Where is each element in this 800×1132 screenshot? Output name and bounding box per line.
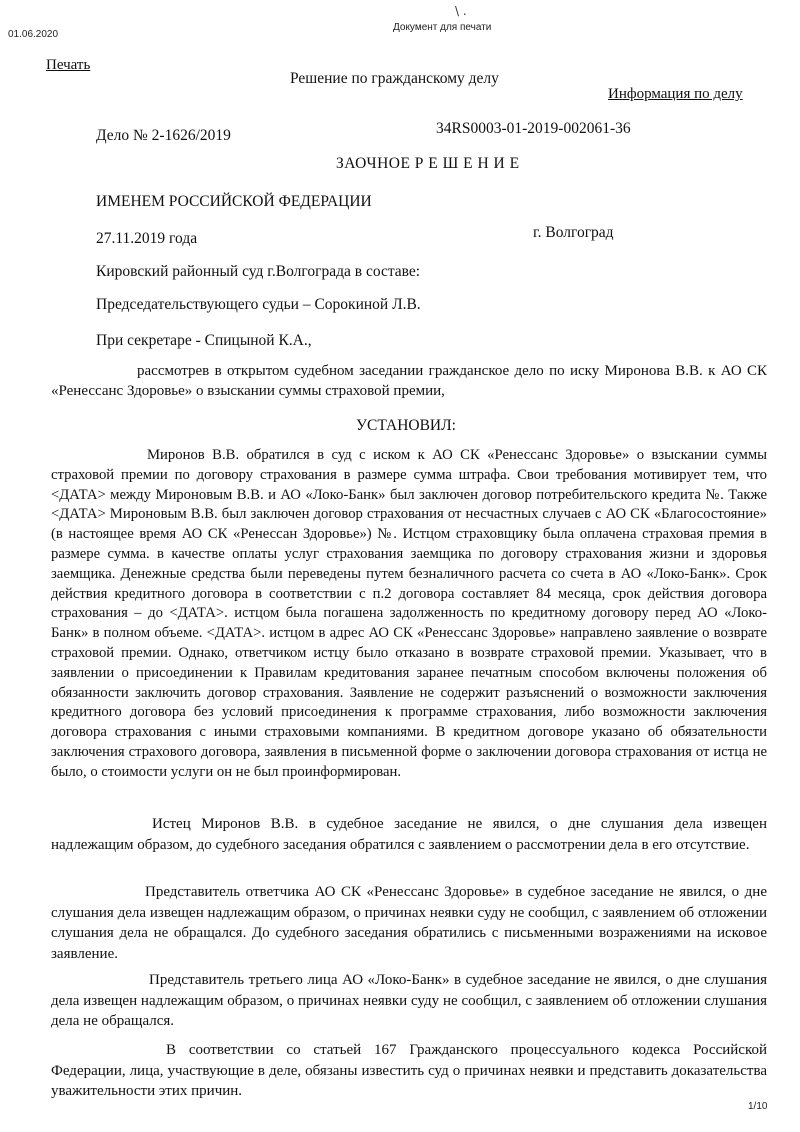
decision-title: ЗАОЧНОЕ Р Е Ш Е Н И Е <box>336 155 520 172</box>
in-name-of-federation: ИМЕНЕМ РОССИЙСКОЙ ФЕДЕРАЦИИ <box>96 193 372 210</box>
secretary-line: При секретаре - Спицыной К.А., <box>96 332 312 349</box>
paragraph-claim: Миронов В.В. обратился в суд с иском к АО СК «Ренессанс Здоровье» о взыскании суммы страховой премии по договору страхования в размере сумма штрафа. Свои требования мотивирует тем, что <ДАТА> между Мироновым В.В. и АО «Локо-Банк» был заключен договор потребительского кредита №. Также <ДАТА> Мироновым В.В. был заключен договор страхования от несчастных случаев с АО СК «Благосостояние» (в настоящее время АО СК «Ренессан Здоровье») №. Истцом страховщику была оплачена страховая премия в размере сумма. в качестве оплаты услуг страхования заемщика по договору страхования жизни и здоровья заемщика. Денежные средства были переведены путем безналичного расчета со счета в АО «Локо-Банк». Срок действия кредитного договора в соответствии с п.2 договора составляет 84 месяца, срок действия договора страхования – до <ДАТА>. истцом была погашена задолженность по кредитному договору перед АО «Локо-Банк» в полном объеме. <ДАТА>. истцом в адрес АО СК «Ренессанс Здоровье» направлено заявление о возврате страховой премии. Однако, ответчиком истцу было отказано в возврате страховой премии. Указывает, что в заявлении о присоединении к Правилам кредитования заранее печатным способом включены положения об обязанности заключить договор страхования. Заявление не содержит разъяснений о возможности заключения кредитного договора без условий присоединения к программе страхования, либо возможности заключения договора страхования с иными страховыми компаниями. В кредитном договоре указано об обязательности заключения страхового договора, заявления в письменной форме о заключении договора страхования от истца не было, о стоимости услуги он не был проинформирован. <box>51 447 767 780</box>
court-name: Кировский районный суд г.Волгограда в составе: <box>96 263 421 280</box>
judge-line: Председательствующего судьи – Сорокиной Л.В. <box>96 296 421 313</box>
case-info-link[interactable]: Информация по делу <box>608 86 743 102</box>
print-date: 01.06.2020 <box>8 29 59 40</box>
paragraph-defendant: Представитель ответчика АО СК «Ренессанс Здоровье» в судебное заседание не явился, о дне слушания дела извещен надлежащим образом, о причинах неявки суду не сообщил, с заявлением об отложении слушания дела не обращался. До судебного заседания обратились с письменными возражениями на исковое заявление. <box>51 884 767 962</box>
decision-date: 27.11.2019 года <box>96 230 198 247</box>
page-title: Решение по гражданскому делу <box>290 70 499 87</box>
case-uid: 34RS0003-01-2019-002061-36 <box>436 120 631 137</box>
established-heading: УСТАНОВИЛ: <box>356 417 456 434</box>
decision-city: г. Волгоград <box>533 224 614 241</box>
case-number: Дело № 2-1626/2019 <box>96 127 231 144</box>
document-for-print-label: Документ для печати <box>393 22 492 33</box>
page-number: 1/10 <box>748 1101 768 1112</box>
print-link[interactable]: Печать <box>46 57 91 73</box>
paragraph-plaintiff: Истец Миронов В.В. в судебное заседание не явился, о дне слушания дела извещен надлежащим образом, до судебного заседания обратился с заявлением о рассмотрении дела в его отсутствие. <box>51 816 767 853</box>
scan-mark: \ . <box>455 4 467 18</box>
intro-paragraph: рассмотрев в открытом судебном заседании гражданское дело по иску Миронова В.В. к АО СК «Ренессанс Здоровье» о взыскании суммы страховой премии, <box>51 363 767 399</box>
paragraph-law-reference: В соответствии со статьей 167 Гражданского процессуального кодекса Российской Федерации, лица, участвующие в деле, обязаны известить суд о причинах неявки и представить доказательства уважительности этих причин. <box>51 1042 767 1099</box>
paragraph-third-party: Представитель третьего лица АО «Локо-Банк» в судебное заседание не явился, о дне слушания дела извещен надлежащим образом, о причинах неявки суду не сообщил, с заявлением об отложении слушания дела не обращался. <box>51 972 767 1029</box>
